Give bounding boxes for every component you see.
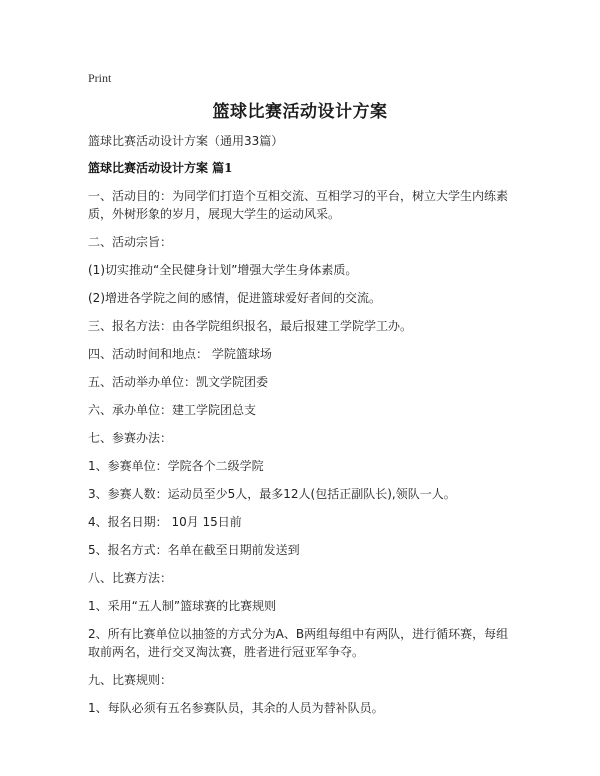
paragraph-participants-unit: 1、参赛单位：学院各个二级学院 [88, 459, 264, 473]
paragraph-registration-method: 三、报名方法：由各学院组织报名，最后报建工学院学工办。 [88, 319, 413, 333]
paragraph-match-grouping: 2、所有比赛单位以抽签的方式分为A、B两组每组中有两队，进行循环赛，每组取前两名，进行交叉淘汰赛，胜者进行冠亚军争夺。 [88, 627, 509, 659]
paragraph-aim-2: (2)增进各学院之间的感情，促进篮球爱好者间的交流。 [88, 291, 382, 305]
paragraph-organizer: 五、活动举办单位：凯文学院团委 [88, 375, 269, 389]
paragraph-rules-heading: 九、比赛规则： [88, 673, 173, 687]
paragraph-registration-way: 5、报名方式：名单在截至日期前发送到 [88, 543, 300, 557]
paragraph-participants-count: 3、参赛人数：运动员至少5人，最多12人(包括正副队长),领队一人。 [88, 487, 456, 501]
print-label: Print [88, 71, 112, 85]
paragraph-host: 六、承办单位：建工学院团总支 [88, 403, 257, 417]
paragraph-match-rule-format: 1、采用“五人制”篮球赛的比赛规则 [88, 599, 277, 613]
paragraph-time-place: 四、活动时间和地点： 学院篮球场 [88, 347, 272, 361]
paragraph-registration-date: 4、报名日期： 10月 15日前 [88, 515, 242, 529]
section-heading: 篮球比赛活动设计方案 篇1 [88, 161, 233, 175]
document-body [88, 132, 520, 727]
paragraph-purpose: 一、活动目的：为同学们打造个互相交流、互相学习的平台，树立大学生内练素质，外树形象的岁月，展现大学生的运动风采。 [88, 189, 509, 221]
paragraph-match-method-heading: 八、比赛方法： [88, 571, 173, 585]
paragraph-aim-1: (1)切实推动“全民健身计划”增强大学生身体素质。 [88, 263, 358, 277]
paragraph-participation-heading: 七、参赛办法： [88, 431, 173, 445]
paragraph-aim-heading: 二、活动宗旨： [88, 235, 173, 249]
document-subtitle: 篮球比赛活动设计方案（通用33篇） [88, 134, 284, 148]
paragraph-rules-1: 1、每队必须有五名参赛队员，其余的人员为替补队员。 [88, 701, 384, 715]
document-title: 篮球比赛活动设计方案 [212, 102, 388, 122]
